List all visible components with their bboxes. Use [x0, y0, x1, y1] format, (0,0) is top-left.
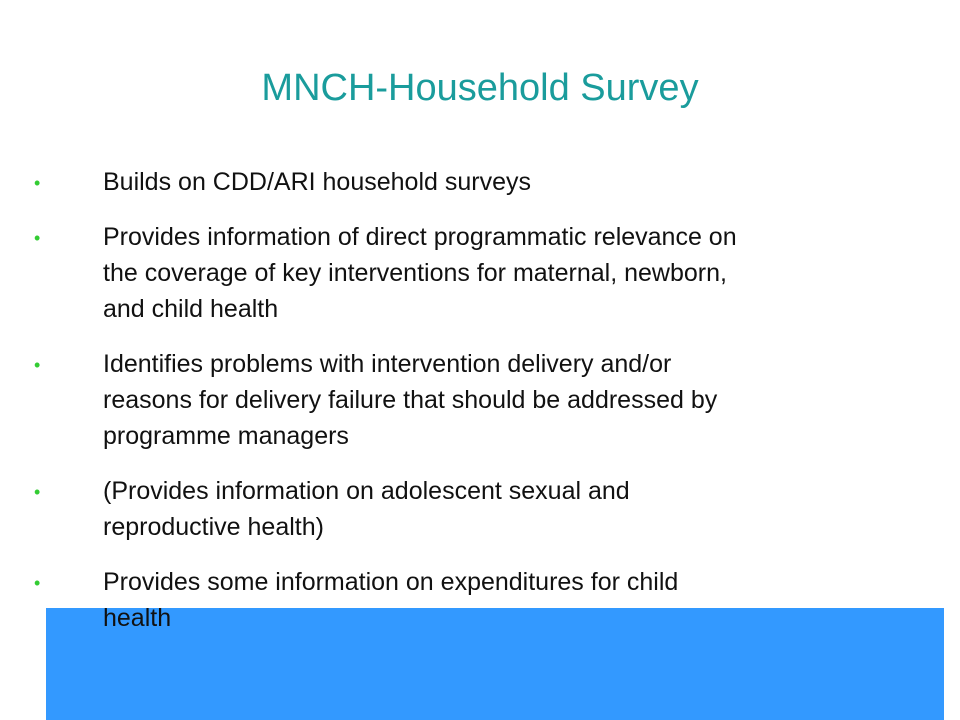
- bullet-text: Provides some information on expenditures for child health: [103, 568, 679, 632]
- bullet-item: [0, 219, 960, 327]
- bullet-item: [0, 164, 960, 200]
- bullet-text: Builds on CDD/ARI household surveys: [103, 168, 531, 196]
- slide-title: MNCH-Household Survey: [261, 67, 699, 109]
- bullet-list: [0, 164, 960, 655]
- bullet-text: Identifies problems with intervention delivery and/or reasons for delivery failure that should be addressed by programme managers: [103, 350, 718, 450]
- bullet-dot-icon: •: [34, 228, 41, 248]
- bullet-dot-icon: •: [34, 355, 41, 375]
- bullet-text: Provides information of direct programmatic relevance on the coverage of key interventions for maternal, newborn, and child health: [103, 223, 737, 323]
- bullet-item: [0, 346, 960, 454]
- bullet-text: (Provides information on adolescent sexual and reproductive health): [103, 477, 630, 541]
- bullet-item: [0, 564, 960, 636]
- bullet-dot-icon: •: [34, 573, 41, 593]
- bullet-item: [0, 473, 960, 545]
- bullet-dot-icon: •: [34, 173, 41, 193]
- bullet-dot-icon: •: [34, 482, 41, 502]
